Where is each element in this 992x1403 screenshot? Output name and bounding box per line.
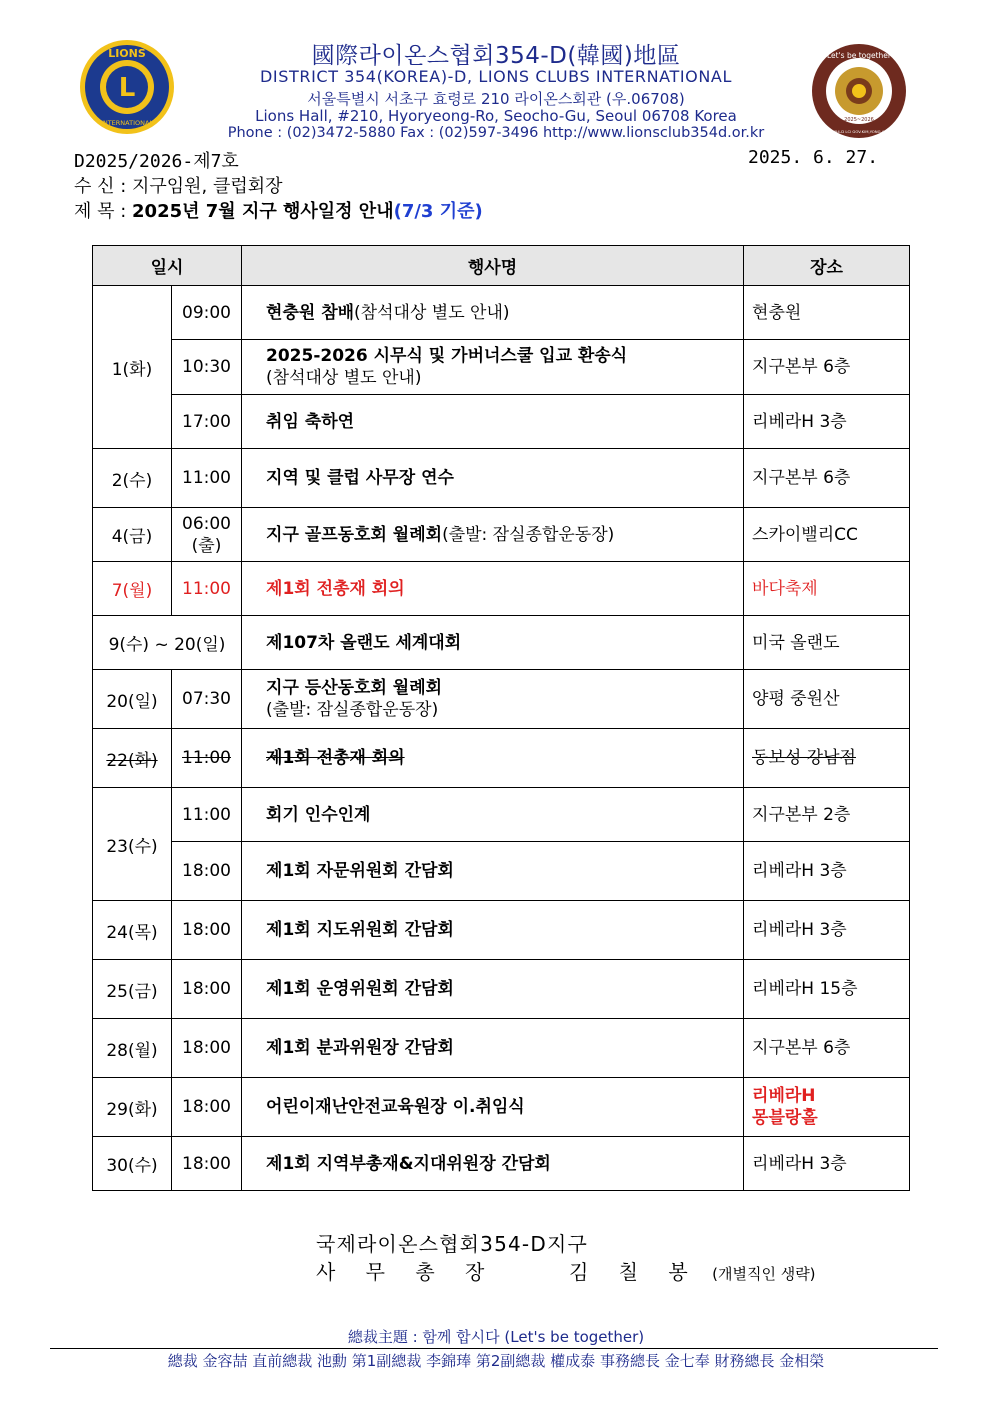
officers-list: 總裁 金容喆 直前總裁 池勳 第1副總裁 李錦琫 第2副總裁 權成泰 事務總長 金七奉 財務總長 金相榮 <box>167 1352 825 1370</box>
svg-text:L: L <box>118 73 136 103</box>
place-cell: 양평 중원산 <box>744 670 910 729</box>
place-cell: 현충원 <box>744 286 910 340</box>
time-cell: 11:00 <box>172 562 242 616</box>
table-row <box>93 340 910 395</box>
event-note: (참석대상 별도 안내) <box>266 368 422 388</box>
time-cell: 18:00 <box>172 1137 242 1191</box>
place-cell: 리베라H 3층 <box>744 842 910 901</box>
table-row <box>93 788 910 842</box>
table-row <box>93 1019 910 1078</box>
subject-prefix: 제 목 : <box>74 201 133 222</box>
table-row-cancelled <box>93 729 910 788</box>
org-title: 國際라이온스협회354-D(韓國)地區 <box>311 43 681 69</box>
event-name: 제1회 전총재 회의 <box>266 748 405 768</box>
signature-name: 김 칠 봉 <box>569 1260 700 1284</box>
place-cell: 리베라H 15층 <box>744 960 910 1019</box>
day-cell: 9(수) ~ 20(일) <box>93 616 242 670</box>
table-row <box>93 1078 910 1137</box>
place-cell: 지구본부 2층 <box>744 788 910 842</box>
day-cell: 22(화) <box>93 729 172 788</box>
event-cell <box>242 616 744 670</box>
event-cell <box>242 842 744 901</box>
event-note: (출발: 잠실종합운동장) <box>442 524 615 545</box>
place-cell: 지구본부 6층 <box>744 340 910 395</box>
event-name: 취임 축하연 <box>266 411 355 432</box>
day-cell: 7(월) <box>93 562 172 616</box>
president-theme: 總裁主題 : 함께 합시다 (Let's be together) <box>347 1328 645 1346</box>
event-name: 어린이재난안전교육원장 이.취임식 <box>266 1097 525 1117</box>
address-en: Lions Hall, #210, Hyoryeong-Ro, Seocho-Gu, Seoul 06708 Korea <box>255 107 737 125</box>
place-line-2: 몽블랑홀 <box>752 1108 818 1128</box>
event-name: 제1회 운영위원회 간담회 <box>266 979 454 999</box>
event-name: 현충원 참배 <box>266 302 355 323</box>
event-name: 제1회 지도위원회 간담회 <box>266 920 454 940</box>
header-event: 행사명 <box>242 246 744 286</box>
table-row <box>93 842 910 901</box>
time-cell: 17:00 <box>172 395 242 449</box>
place-cell: 리베라H 3층 <box>744 395 910 449</box>
address-kr: 서울특별시 서초구 효령로 210 라이온스회관 (우.06708) <box>307 90 685 108</box>
document-number: D2025/2026-제7호 <box>74 151 239 172</box>
event-cell <box>242 901 744 960</box>
table-row <box>93 562 910 616</box>
event-cell <box>242 286 744 340</box>
event-cell <box>242 449 744 508</box>
table-row <box>93 508 910 562</box>
header-datetime: 일시 <box>93 246 242 286</box>
place-line-1: 리베라H <box>752 1086 816 1106</box>
time-cell: 11:00 <box>172 788 242 842</box>
place-cell: 지구본부 6층 <box>744 449 910 508</box>
event-name: 지구 골프동호회 월례회 <box>266 524 443 545</box>
place-cell <box>744 1078 910 1137</box>
day-cell: 1(화) <box>93 286 172 449</box>
time-cell: 18:00 <box>172 1078 242 1137</box>
place-cell: 동보성 강남점 <box>744 729 910 788</box>
day-cell: 28(월) <box>93 1019 172 1078</box>
event-name: 지역 및 클럽 사무장 연수 <box>266 468 454 488</box>
event-name: 회기 인수인계 <box>266 804 371 825</box>
svg-text:2025~2026: 2025~2026 <box>844 117 874 123</box>
event-name: 제1회 지역부총재&지대위원장 간담회 <box>266 1153 551 1174</box>
time-note: (출) <box>191 535 222 556</box>
time-cell: 09:00 <box>172 286 242 340</box>
recipient-line: 수 신 : 지구임원, 클럽회장 <box>74 176 283 197</box>
table-row <box>93 286 910 340</box>
place-cell: 리베라H 3층 <box>744 901 910 960</box>
time-cell: 18:00 <box>172 1019 242 1078</box>
event-cell <box>242 670 744 729</box>
place-cell: 지구본부 6층 <box>744 1019 910 1078</box>
svg-text:DIST.354-D LCI GOV.KIM,YONG-CH: DIST.354-D LCI GOV.KIM,YONG-CHEOL <box>823 129 895 134</box>
event-cell <box>242 562 744 616</box>
table-row <box>93 901 910 960</box>
event-note: (참석대상 별도 안내) <box>354 302 510 323</box>
event-cell <box>242 1137 744 1191</box>
place-cell: 미국 올랜도 <box>744 616 910 670</box>
time-cell: 18:00 <box>172 901 242 960</box>
event-cell <box>242 788 744 842</box>
table-row <box>93 960 910 1019</box>
event-cell <box>242 960 744 1019</box>
header-place: 장소 <box>744 246 910 286</box>
document-date: 2025. 6. 27. <box>748 147 879 168</box>
event-cell <box>242 395 744 449</box>
place-cell: 스카이밸리CC <box>744 508 910 562</box>
day-cell: 4(금) <box>93 508 172 562</box>
table-row <box>93 395 910 449</box>
place-cell: 리베라H 3층 <box>744 1137 910 1191</box>
time-value: 06:00 <box>182 513 231 534</box>
footer-divider <box>50 1348 938 1349</box>
day-cell: 24(목) <box>93 901 172 960</box>
subject-note: (7/3 기준) <box>393 201 483 222</box>
time-cell: 18:00 <box>172 842 242 901</box>
time-cell: 11:00 <box>172 729 242 788</box>
day-cell: 25(금) <box>93 960 172 1019</box>
svg-text:Let's be together: Let's be together <box>826 51 892 60</box>
subject-line <box>74 197 483 223</box>
event-cell <box>242 508 744 562</box>
svg-text:INTERNATIONAL: INTERNATIONAL <box>100 119 154 127</box>
signature-org: 국제라이온스협회354-D지구 <box>316 1232 588 1256</box>
time-cell: 18:00 <box>172 960 242 1019</box>
table-row <box>93 1137 910 1191</box>
subject-main: 2025년 7월 지구 행사일정 안내 <box>132 201 394 222</box>
signature-note: (개별직인 생략) <box>712 1265 816 1283</box>
signature-title: 사 무 총 장 <box>316 1260 497 1284</box>
svg-text:LIONS: LIONS <box>108 47 146 60</box>
time-cell: 11:00 <box>172 449 242 508</box>
event-name: 2025-2026 시무식 및 가버너스쿨 입교 환송식 <box>266 346 628 366</box>
place-cell: 바다축제 <box>744 562 910 616</box>
event-name: 제1회 전총재 회의 <box>266 578 405 599</box>
org-name-en: DISTRICT 354(KOREA)-D, LIONS CLUBS INTERNATIONAL <box>260 67 732 86</box>
day-cell: 2(수) <box>93 449 172 508</box>
day-cell: 29(화) <box>93 1078 172 1137</box>
event-note: (출발: 잠실종합운동장) <box>266 700 439 720</box>
contact-info: Phone : (02)3472-5880 Fax : (02)597-3496 http://www.lionsclub354d.or.kr <box>227 125 765 141</box>
table-row <box>93 670 910 729</box>
day-cell: 20(일) <box>93 670 172 729</box>
event-cell <box>242 729 744 788</box>
event-name: 제1회 자문위원회 간담회 <box>266 861 454 881</box>
table-header-row <box>93 246 910 286</box>
event-cell <box>242 340 744 395</box>
day-cell: 30(수) <box>93 1137 172 1191</box>
table-row <box>93 616 910 670</box>
event-name: 제107차 올랜도 세계대회 <box>266 632 462 653</box>
event-name: 지구 등산동호회 월례회 <box>266 678 443 698</box>
signature-line <box>316 1256 816 1285</box>
schedule-table <box>92 245 910 1191</box>
time-cell <box>172 508 242 562</box>
event-cell <box>242 1019 744 1078</box>
day-cell: 23(수) <box>93 788 172 901</box>
table-row <box>93 449 910 508</box>
time-cell: 10:30 <box>172 340 242 395</box>
event-cell <box>242 1078 744 1137</box>
event-name: 제1회 분과위원장 간담회 <box>266 1038 454 1058</box>
time-cell: 07:30 <box>172 670 242 729</box>
